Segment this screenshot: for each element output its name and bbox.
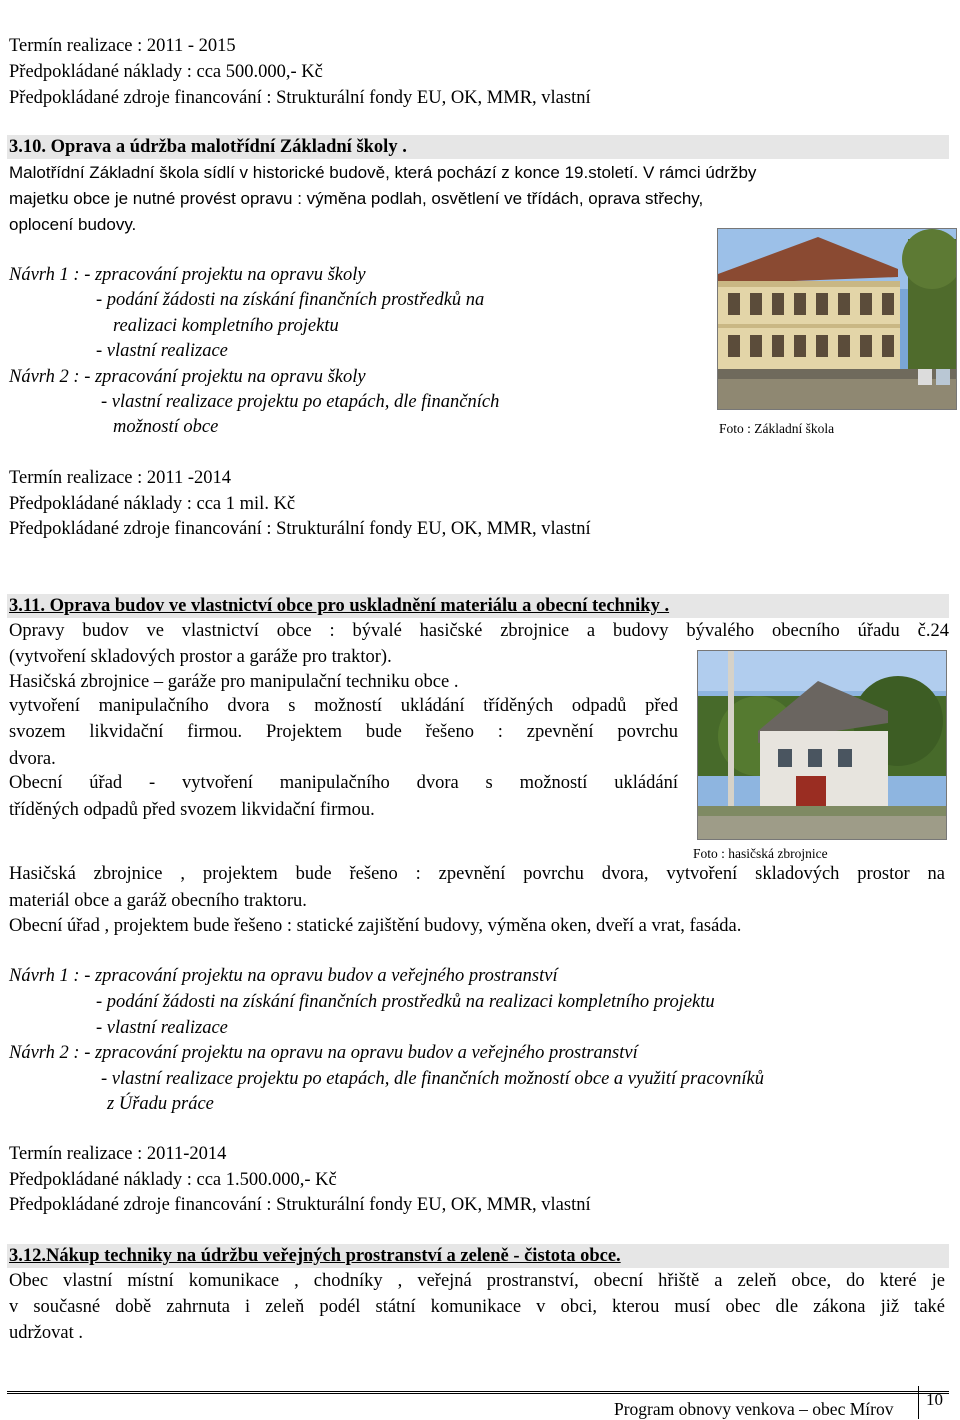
paragraph-line: Malotřídní Základní škola sídlí v historické budově, která pochází z konce 19.století. V rámci údržby xyxy=(9,163,757,182)
proposal-line: z Úřadu práce xyxy=(107,1094,214,1114)
proposal-line: možností obce xyxy=(113,417,219,437)
top-term: Termín realizace : 2011 - 2015 xyxy=(9,36,236,56)
paragraph-line: Obec vlastní místní komunikace , chodníky , veřejná prostranství, obecní hřiště a zeleň obce, do které je xyxy=(9,1271,945,1291)
photo-caption: Foto : Základní škola xyxy=(719,421,835,436)
proposal-line: - vlastní realizace xyxy=(96,1018,228,1038)
proposal-line: Návrh 1 : - zpracování projektu na opravu budov a veřejného prostranství xyxy=(9,966,558,986)
section-heading-3-12: 3.12.Nákup techniky na údržbu veřejných prostranství a zeleně - čistota obce. xyxy=(9,1246,621,1266)
proposal-line: realizaci kompletního projektu xyxy=(113,316,339,336)
costs-line: Předpokládané náklady : cca 1.500.000,- Kč xyxy=(9,1170,337,1190)
page-number: 10 xyxy=(926,1390,943,1409)
section-heading-3-10: 3.10. Oprava a údržba malotřídní Základní školy . xyxy=(9,137,407,157)
proposal-line: - vlastní realizace xyxy=(96,341,228,361)
proposal-line: Návrh 2 : - zpracování projektu na opravu školy xyxy=(9,367,366,387)
paragraph-line: Obecní úřad - vytvoření manipulačního dvora s možností ukládání xyxy=(9,773,678,793)
photo-caption: Foto : hasičská zbrojnice xyxy=(693,846,828,861)
proposal-line: - vlastní realizace projektu po etapách, dle finančních xyxy=(101,392,500,412)
fire-station-photo xyxy=(697,650,947,840)
funding-line: Předpokládané zdroje financování : Strukturální fondy EU, OK, MMR, vlastní xyxy=(9,519,591,539)
paragraph-line: Hasičská zbrojnice , projektem bude řešeno : zpevnění povrchu dvora, vytvoření skladových prostor na xyxy=(9,864,945,884)
paragraph-line: Hasičská zbrojnice – garáže pro manipulační techniku obce . xyxy=(9,672,459,692)
footer-title: Program obnovy venkova – obec Mírov xyxy=(614,1399,894,1419)
paragraph-line: oplocení budovy. xyxy=(9,215,137,234)
paragraph-line: majetku obce je nutné provést opravu : výměna podlah, osvětlení ve třídách, oprava střechy, xyxy=(9,189,704,208)
proposal-line: - vlastní realizace projektu po etapách, dle finančních možností obce a využití pracovníků xyxy=(101,1069,764,1089)
top-funding: Předpokládané zdroje financování : Strukturální fondy EU, OK, MMR, vlastní xyxy=(9,88,591,108)
proposal-line: Návrh 1 : - zpracování projektu na opravu školy xyxy=(9,265,366,285)
paragraph-line: dvora. xyxy=(9,749,56,769)
paragraph-line: (vytvoření skladových prostor a garáže pro traktor). xyxy=(9,647,392,667)
footer-rule xyxy=(7,1391,949,1394)
term-line: Termín realizace : 2011-2014 xyxy=(9,1144,227,1164)
proposal-line: Návrh 2 : - zpracování projektu na opravu na opravu budov a veřejného prostranství xyxy=(9,1043,638,1063)
top-costs: Předpokládané náklady : cca 500.000,- Kč xyxy=(9,62,323,82)
paragraph-line: svozem likvidační firmou. Projektem bude řešeno : zpevnění povrchu xyxy=(9,722,678,742)
funding-line: Předpokládané zdroje financování : Strukturální fondy EU, OK, MMR, vlastní xyxy=(9,1195,591,1215)
proposal-line: - podání žádosti na získání finančních prostředků na xyxy=(96,290,485,310)
costs-line: Předpokládané náklady : cca 1 mil. Kč xyxy=(9,494,296,514)
paragraph-line: Obecní úřad , projektem bude řešeno : statické zajištění budovy, výměna oken, dveří a vrat, fasáda. xyxy=(9,916,742,936)
paragraph-line: tříděných odpadů před svozem likvidační firmou. xyxy=(9,800,375,820)
paragraph-line: v současné době zahrnuta i zeleň podél státní komunikace v obci, kterou musí obec dle zákona již také xyxy=(9,1297,945,1317)
paragraph-line: Opravy budov ve vlastnictví obce : bývalé hasičské zbrojnice a budovy bývalého obecního úřadu č.24 xyxy=(9,621,949,641)
section-heading-3-11: 3.11. Oprava budov ve vlastnictví obce pro uskladnění materiálu a obecní techniky . xyxy=(9,596,670,616)
school-photo xyxy=(717,228,957,410)
term-line: Termín realizace : 2011 -2014 xyxy=(9,468,231,488)
paragraph-line: udržovat . xyxy=(9,1323,83,1343)
paragraph-line: vytvoření manipulačního dvora s možností ukládání tříděných odpadů před xyxy=(9,696,678,716)
footer-divider xyxy=(918,1386,919,1419)
paragraph-line: materiál obce a garáž obecního traktoru. xyxy=(9,891,307,911)
proposal-line: - podání žádosti na získání finančních prostředků na realizaci kompletního projektu xyxy=(96,992,715,1012)
